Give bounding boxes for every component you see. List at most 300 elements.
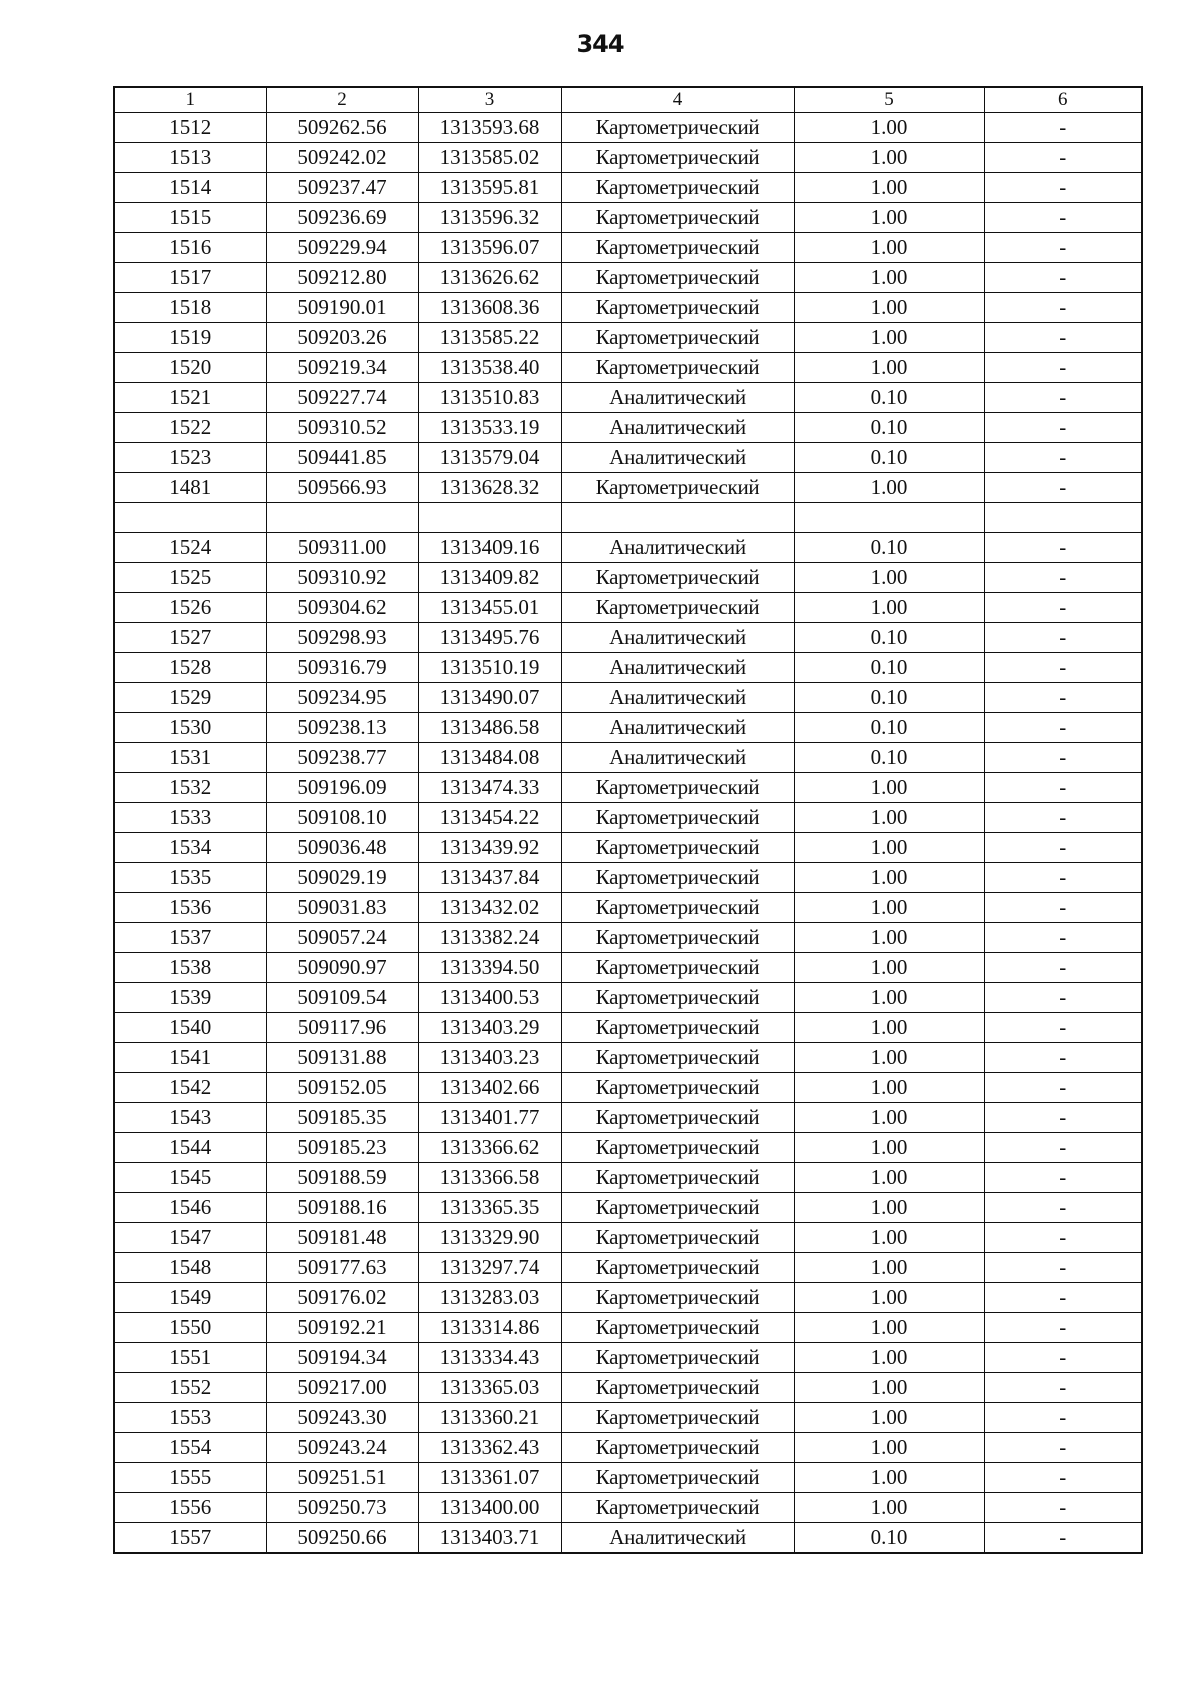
description-cell: - bbox=[984, 1523, 1142, 1554]
y-coordinate-cell: 1313403.23 bbox=[418, 1043, 561, 1073]
method-cell: Картометрический bbox=[561, 773, 794, 803]
y-coordinate-cell: 1313484.08 bbox=[418, 743, 561, 773]
table-row bbox=[114, 203, 1142, 233]
accuracy-cell: 1.00 bbox=[794, 1223, 984, 1253]
method-cell: Картометрический bbox=[561, 1343, 794, 1373]
description-cell: - bbox=[984, 443, 1142, 473]
description-cell: - bbox=[984, 833, 1142, 863]
column-header-6: 6 bbox=[984, 87, 1142, 113]
method-cell: Аналитический bbox=[561, 623, 794, 653]
x-coordinate-cell: 509229.94 bbox=[266, 233, 418, 263]
point-number-cell: 1517 bbox=[114, 263, 266, 293]
x-coordinate-cell: 509109.54 bbox=[266, 983, 418, 1013]
accuracy-cell: 1.00 bbox=[794, 1493, 984, 1523]
x-coordinate-cell: 509108.10 bbox=[266, 803, 418, 833]
point-number-cell: 1549 bbox=[114, 1283, 266, 1313]
column-header-4: 4 bbox=[561, 87, 794, 113]
description-cell: - bbox=[984, 1343, 1142, 1373]
description-cell: - bbox=[984, 1163, 1142, 1193]
method-cell: Картометрический bbox=[561, 143, 794, 173]
method-cell bbox=[561, 503, 794, 533]
table-row bbox=[114, 143, 1142, 173]
x-coordinate-cell: 509192.21 bbox=[266, 1313, 418, 1343]
method-cell: Картометрический bbox=[561, 953, 794, 983]
table-row bbox=[114, 1433, 1142, 1463]
x-coordinate-cell: 509238.77 bbox=[266, 743, 418, 773]
description-cell: - bbox=[984, 383, 1142, 413]
y-coordinate-cell: 1313474.33 bbox=[418, 773, 561, 803]
method-cell: Аналитический bbox=[561, 413, 794, 443]
accuracy-cell: 1.00 bbox=[794, 203, 984, 233]
accuracy-cell: 1.00 bbox=[794, 323, 984, 353]
x-coordinate-cell: 509304.62 bbox=[266, 593, 418, 623]
description-cell: - bbox=[984, 1313, 1142, 1343]
method-cell: Картометрический bbox=[561, 1373, 794, 1403]
table-row bbox=[114, 293, 1142, 323]
accuracy-cell: 1.00 bbox=[794, 233, 984, 263]
table-row bbox=[114, 1403, 1142, 1433]
description-cell: - bbox=[984, 353, 1142, 383]
y-coordinate-cell: 1313382.24 bbox=[418, 923, 561, 953]
point-number-cell: 1513 bbox=[114, 143, 266, 173]
description-cell: - bbox=[984, 863, 1142, 893]
description-cell: - bbox=[984, 533, 1142, 563]
accuracy-cell: 1.00 bbox=[794, 293, 984, 323]
y-coordinate-cell: 1313394.50 bbox=[418, 953, 561, 983]
x-coordinate-cell: 509176.02 bbox=[266, 1283, 418, 1313]
method-cell: Аналитический bbox=[561, 743, 794, 773]
point-number-cell: 1555 bbox=[114, 1463, 266, 1493]
description-cell: - bbox=[984, 1133, 1142, 1163]
point-number-cell bbox=[114, 503, 266, 533]
y-coordinate-cell: 1313432.02 bbox=[418, 893, 561, 923]
y-coordinate-cell: 1313628.32 bbox=[418, 473, 561, 503]
table-row bbox=[114, 1253, 1142, 1283]
accuracy-cell: 1.00 bbox=[794, 1283, 984, 1313]
accuracy-cell: 0.10 bbox=[794, 1523, 984, 1554]
table-row bbox=[114, 893, 1142, 923]
x-coordinate-cell: 509219.34 bbox=[266, 353, 418, 383]
y-coordinate-cell: 1313314.86 bbox=[418, 1313, 561, 1343]
description-cell: - bbox=[984, 653, 1142, 683]
point-number-cell: 1552 bbox=[114, 1373, 266, 1403]
y-coordinate-cell: 1313596.07 bbox=[418, 233, 561, 263]
table-row bbox=[114, 1313, 1142, 1343]
y-coordinate-cell: 1313510.83 bbox=[418, 383, 561, 413]
accuracy-cell: 1.00 bbox=[794, 593, 984, 623]
method-cell: Картометрический bbox=[561, 1223, 794, 1253]
table-row bbox=[114, 233, 1142, 263]
table-row bbox=[114, 113, 1142, 143]
method-cell: Картометрический bbox=[561, 1073, 794, 1103]
y-coordinate-cell: 1313400.00 bbox=[418, 1493, 561, 1523]
description-cell: - bbox=[984, 593, 1142, 623]
y-coordinate-cell: 1313329.90 bbox=[418, 1223, 561, 1253]
x-coordinate-cell: 509057.24 bbox=[266, 923, 418, 953]
method-cell: Картометрический bbox=[561, 113, 794, 143]
method-cell: Аналитический bbox=[561, 653, 794, 683]
accuracy-cell: 1.00 bbox=[794, 1403, 984, 1433]
accuracy-cell: 1.00 bbox=[794, 173, 984, 203]
point-number-cell: 1539 bbox=[114, 983, 266, 1013]
description-cell bbox=[984, 503, 1142, 533]
point-number-cell: 1518 bbox=[114, 293, 266, 323]
y-coordinate-cell: 1313455.01 bbox=[418, 593, 561, 623]
accuracy-cell: 1.00 bbox=[794, 1313, 984, 1343]
description-cell: - bbox=[984, 1253, 1142, 1283]
y-coordinate-cell: 1313361.07 bbox=[418, 1463, 561, 1493]
y-coordinate-cell: 1313454.22 bbox=[418, 803, 561, 833]
accuracy-cell: 1.00 bbox=[794, 1343, 984, 1373]
y-coordinate-cell: 1313409.16 bbox=[418, 533, 561, 563]
description-cell: - bbox=[984, 923, 1142, 953]
y-coordinate-cell: 1313365.03 bbox=[418, 1373, 561, 1403]
table-body bbox=[114, 113, 1142, 1554]
method-cell: Аналитический bbox=[561, 533, 794, 563]
x-coordinate-cell: 509090.97 bbox=[266, 953, 418, 983]
description-cell: - bbox=[984, 1043, 1142, 1073]
table-row bbox=[114, 833, 1142, 863]
description-cell: - bbox=[984, 893, 1142, 923]
table-header-row bbox=[114, 87, 1142, 113]
y-coordinate-cell: 1313334.43 bbox=[418, 1343, 561, 1373]
x-coordinate-cell: 509243.24 bbox=[266, 1433, 418, 1463]
point-number-cell: 1543 bbox=[114, 1103, 266, 1133]
point-number-cell: 1525 bbox=[114, 563, 266, 593]
point-number-cell: 1515 bbox=[114, 203, 266, 233]
table-row bbox=[114, 1013, 1142, 1043]
method-cell: Картометрический bbox=[561, 1313, 794, 1343]
description-cell: - bbox=[984, 203, 1142, 233]
accuracy-cell: 1.00 bbox=[794, 1163, 984, 1193]
x-coordinate-cell: 509250.66 bbox=[266, 1523, 418, 1554]
x-coordinate-cell: 509243.30 bbox=[266, 1403, 418, 1433]
description-cell: - bbox=[984, 413, 1142, 443]
page-number: 344 bbox=[576, 30, 624, 58]
x-coordinate-cell: 509566.93 bbox=[266, 473, 418, 503]
table-row bbox=[114, 1193, 1142, 1223]
method-cell: Картометрический bbox=[561, 1103, 794, 1133]
method-cell: Картометрический bbox=[561, 323, 794, 353]
point-number-cell: 1551 bbox=[114, 1343, 266, 1373]
accuracy-cell: 1.00 bbox=[794, 773, 984, 803]
method-cell: Картометрический bbox=[561, 1253, 794, 1283]
accuracy-cell: 1.00 bbox=[794, 1253, 984, 1283]
accuracy-cell bbox=[794, 503, 984, 533]
method-cell: Картометрический bbox=[561, 593, 794, 623]
accuracy-cell: 1.00 bbox=[794, 1463, 984, 1493]
accuracy-cell: 0.10 bbox=[794, 383, 984, 413]
x-coordinate-cell: 509203.26 bbox=[266, 323, 418, 353]
table-row bbox=[114, 563, 1142, 593]
table-row bbox=[114, 623, 1142, 653]
accuracy-cell: 1.00 bbox=[794, 473, 984, 503]
description-cell: - bbox=[984, 1193, 1142, 1223]
description-cell: - bbox=[984, 683, 1142, 713]
table-row bbox=[114, 713, 1142, 743]
y-coordinate-cell: 1313585.02 bbox=[418, 143, 561, 173]
description-cell: - bbox=[984, 713, 1142, 743]
description-cell: - bbox=[984, 563, 1142, 593]
table-row bbox=[114, 1373, 1142, 1403]
accuracy-cell: 1.00 bbox=[794, 1013, 984, 1043]
table-row bbox=[114, 1523, 1142, 1554]
point-number-cell: 1542 bbox=[114, 1073, 266, 1103]
table-row bbox=[114, 323, 1142, 353]
y-coordinate-cell: 1313495.76 bbox=[418, 623, 561, 653]
method-cell: Картометрический bbox=[561, 203, 794, 233]
method-cell: Аналитический bbox=[561, 713, 794, 743]
method-cell: Аналитический bbox=[561, 443, 794, 473]
x-coordinate-cell: 509029.19 bbox=[266, 863, 418, 893]
table-row bbox=[114, 1343, 1142, 1373]
method-cell: Аналитический bbox=[561, 683, 794, 713]
table-row bbox=[114, 863, 1142, 893]
accuracy-cell: 1.00 bbox=[794, 353, 984, 383]
y-coordinate-cell: 1313400.53 bbox=[418, 983, 561, 1013]
point-number-cell: 1519 bbox=[114, 323, 266, 353]
point-number-cell: 1545 bbox=[114, 1163, 266, 1193]
method-cell: Картометрический bbox=[561, 1043, 794, 1073]
x-coordinate-cell: 509236.69 bbox=[266, 203, 418, 233]
y-coordinate-cell: 1313626.62 bbox=[418, 263, 561, 293]
method-cell: Картометрический bbox=[561, 353, 794, 383]
table-row bbox=[114, 1103, 1142, 1133]
method-cell: Картометрический bbox=[561, 893, 794, 923]
table-row bbox=[114, 533, 1142, 563]
method-cell: Картометрический bbox=[561, 473, 794, 503]
y-coordinate-cell: 1313486.58 bbox=[418, 713, 561, 743]
y-coordinate-cell: 1313403.29 bbox=[418, 1013, 561, 1043]
x-coordinate-cell: 509188.16 bbox=[266, 1193, 418, 1223]
table-row bbox=[114, 1223, 1142, 1253]
y-coordinate-cell: 1313402.66 bbox=[418, 1073, 561, 1103]
x-coordinate-cell: 509185.23 bbox=[266, 1133, 418, 1163]
accuracy-cell: 1.00 bbox=[794, 1193, 984, 1223]
method-cell: Картометрический bbox=[561, 1163, 794, 1193]
table-row bbox=[114, 803, 1142, 833]
table-row bbox=[114, 953, 1142, 983]
method-cell: Картометрический bbox=[561, 863, 794, 893]
table-row bbox=[114, 1163, 1142, 1193]
description-cell: - bbox=[984, 113, 1142, 143]
x-coordinate-cell: 509237.47 bbox=[266, 173, 418, 203]
method-cell: Аналитический bbox=[561, 383, 794, 413]
y-coordinate-cell: 1313533.19 bbox=[418, 413, 561, 443]
accuracy-cell: 1.00 bbox=[794, 263, 984, 293]
x-coordinate-cell: 509196.09 bbox=[266, 773, 418, 803]
accuracy-cell: 0.10 bbox=[794, 743, 984, 773]
method-cell: Картометрический bbox=[561, 833, 794, 863]
accuracy-cell: 0.10 bbox=[794, 533, 984, 563]
accuracy-cell: 1.00 bbox=[794, 1133, 984, 1163]
method-cell: Картометрический bbox=[561, 1013, 794, 1043]
description-cell: - bbox=[984, 1433, 1142, 1463]
point-number-cell: 1512 bbox=[114, 113, 266, 143]
description-cell: - bbox=[984, 1013, 1142, 1043]
accuracy-cell: 1.00 bbox=[794, 983, 984, 1013]
table-row bbox=[114, 353, 1142, 383]
accuracy-cell: 0.10 bbox=[794, 443, 984, 473]
accuracy-cell: 0.10 bbox=[794, 653, 984, 683]
point-number-cell: 1536 bbox=[114, 893, 266, 923]
point-number-cell: 1548 bbox=[114, 1253, 266, 1283]
table-row bbox=[114, 1073, 1142, 1103]
column-header-3: 3 bbox=[418, 87, 561, 113]
description-cell: - bbox=[984, 1463, 1142, 1493]
method-cell: Картометрический bbox=[561, 263, 794, 293]
table-row bbox=[114, 773, 1142, 803]
x-coordinate-cell: 509188.59 bbox=[266, 1163, 418, 1193]
accuracy-cell: 1.00 bbox=[794, 953, 984, 983]
description-cell: - bbox=[984, 1103, 1142, 1133]
description-cell: - bbox=[984, 293, 1142, 323]
table-row bbox=[114, 443, 1142, 473]
method-cell: Аналитический bbox=[561, 1523, 794, 1554]
accuracy-cell: 1.00 bbox=[794, 113, 984, 143]
y-coordinate-cell: 1313366.62 bbox=[418, 1133, 561, 1163]
point-number-cell: 1557 bbox=[114, 1523, 266, 1554]
method-cell: Картометрический bbox=[561, 1193, 794, 1223]
point-number-cell: 1531 bbox=[114, 743, 266, 773]
y-coordinate-cell: 1313409.82 bbox=[418, 563, 561, 593]
x-coordinate-cell: 509212.80 bbox=[266, 263, 418, 293]
x-coordinate-cell bbox=[266, 503, 418, 533]
accuracy-cell: 1.00 bbox=[794, 1433, 984, 1463]
description-cell: - bbox=[984, 953, 1142, 983]
table-row bbox=[114, 1133, 1142, 1163]
table-row bbox=[114, 1493, 1142, 1523]
table-row bbox=[114, 263, 1142, 293]
accuracy-cell: 1.00 bbox=[794, 1103, 984, 1133]
accuracy-cell: 0.10 bbox=[794, 413, 984, 443]
y-coordinate-cell: 1313439.92 bbox=[418, 833, 561, 863]
method-cell: Картометрический bbox=[561, 1133, 794, 1163]
point-number-cell: 1544 bbox=[114, 1133, 266, 1163]
x-coordinate-cell: 509238.13 bbox=[266, 713, 418, 743]
description-cell: - bbox=[984, 1373, 1142, 1403]
x-coordinate-cell: 509131.88 bbox=[266, 1043, 418, 1073]
point-number-cell: 1547 bbox=[114, 1223, 266, 1253]
accuracy-cell: 1.00 bbox=[794, 1043, 984, 1073]
y-coordinate-cell: 1313401.77 bbox=[418, 1103, 561, 1133]
description-cell: - bbox=[984, 473, 1142, 503]
method-cell: Картометрический bbox=[561, 1493, 794, 1523]
method-cell: Картометрический bbox=[561, 1403, 794, 1433]
y-coordinate-cell: 1313510.19 bbox=[418, 653, 561, 683]
table-row bbox=[114, 983, 1142, 1013]
x-coordinate-cell: 509227.74 bbox=[266, 383, 418, 413]
point-number-cell: 1523 bbox=[114, 443, 266, 473]
table-row bbox=[114, 413, 1142, 443]
y-coordinate-cell: 1313608.36 bbox=[418, 293, 561, 323]
y-coordinate-cell: 1313362.43 bbox=[418, 1433, 561, 1463]
table-row bbox=[114, 383, 1142, 413]
point-number-cell: 1540 bbox=[114, 1013, 266, 1043]
description-cell: - bbox=[984, 803, 1142, 833]
x-coordinate-cell: 509441.85 bbox=[266, 443, 418, 473]
y-coordinate-cell: 1313297.74 bbox=[418, 1253, 561, 1283]
table-row bbox=[114, 683, 1142, 713]
accuracy-cell: 1.00 bbox=[794, 143, 984, 173]
accuracy-cell: 1.00 bbox=[794, 1073, 984, 1103]
x-coordinate-cell: 509298.93 bbox=[266, 623, 418, 653]
accuracy-cell: 0.10 bbox=[794, 683, 984, 713]
x-coordinate-cell: 509234.95 bbox=[266, 683, 418, 713]
x-coordinate-cell: 509310.52 bbox=[266, 413, 418, 443]
column-header-2: 2 bbox=[266, 87, 418, 113]
description-cell: - bbox=[984, 233, 1142, 263]
point-number-cell: 1533 bbox=[114, 803, 266, 833]
accuracy-cell: 0.10 bbox=[794, 713, 984, 743]
point-number-cell: 1541 bbox=[114, 1043, 266, 1073]
method-cell: Картометрический bbox=[561, 803, 794, 833]
x-coordinate-cell: 509316.79 bbox=[266, 653, 418, 683]
point-number-cell: 1537 bbox=[114, 923, 266, 953]
x-coordinate-cell: 509152.05 bbox=[266, 1073, 418, 1103]
method-cell: Картометрический bbox=[561, 983, 794, 1013]
point-number-cell: 1527 bbox=[114, 623, 266, 653]
method-cell: Картометрический bbox=[561, 563, 794, 593]
method-cell: Картометрический bbox=[561, 923, 794, 953]
description-cell: - bbox=[984, 323, 1142, 353]
description-cell: - bbox=[984, 143, 1142, 173]
point-number-cell: 1481 bbox=[114, 473, 266, 503]
point-number-cell: 1514 bbox=[114, 173, 266, 203]
point-number-cell: 1520 bbox=[114, 353, 266, 383]
description-cell: - bbox=[984, 1283, 1142, 1313]
table-row bbox=[114, 743, 1142, 773]
point-number-cell: 1528 bbox=[114, 653, 266, 683]
y-coordinate-cell: 1313360.21 bbox=[418, 1403, 561, 1433]
description-cell: - bbox=[984, 773, 1142, 803]
description-cell: - bbox=[984, 263, 1142, 293]
method-cell: Картометрический bbox=[561, 233, 794, 263]
point-number-cell: 1534 bbox=[114, 833, 266, 863]
y-coordinate-cell: 1313579.04 bbox=[418, 443, 561, 473]
x-coordinate-cell: 509250.73 bbox=[266, 1493, 418, 1523]
x-coordinate-cell: 509194.34 bbox=[266, 1343, 418, 1373]
x-coordinate-cell: 509242.02 bbox=[266, 143, 418, 173]
table-row bbox=[114, 1043, 1142, 1073]
point-number-cell: 1532 bbox=[114, 773, 266, 803]
x-coordinate-cell: 509177.63 bbox=[266, 1253, 418, 1283]
table-row bbox=[114, 503, 1142, 533]
y-coordinate-cell: 1313490.07 bbox=[418, 683, 561, 713]
point-number-cell: 1530 bbox=[114, 713, 266, 743]
table-row bbox=[114, 173, 1142, 203]
x-coordinate-cell: 509181.48 bbox=[266, 1223, 418, 1253]
point-number-cell: 1553 bbox=[114, 1403, 266, 1433]
x-coordinate-cell: 509217.00 bbox=[266, 1373, 418, 1403]
y-coordinate-cell: 1313403.71 bbox=[418, 1523, 561, 1554]
method-cell: Картометрический bbox=[561, 1283, 794, 1313]
y-coordinate-cell: 1313366.58 bbox=[418, 1163, 561, 1193]
x-coordinate-cell: 509036.48 bbox=[266, 833, 418, 863]
x-coordinate-cell: 509310.92 bbox=[266, 563, 418, 593]
y-coordinate-cell: 1313595.81 bbox=[418, 173, 561, 203]
accuracy-cell: 1.00 bbox=[794, 803, 984, 833]
y-coordinate-cell: 1313593.68 bbox=[418, 113, 561, 143]
method-cell: Картометрический bbox=[561, 1463, 794, 1493]
description-cell: - bbox=[984, 173, 1142, 203]
point-number-cell: 1546 bbox=[114, 1193, 266, 1223]
point-number-cell: 1526 bbox=[114, 593, 266, 623]
description-cell: - bbox=[984, 743, 1142, 773]
point-number-cell: 1535 bbox=[114, 863, 266, 893]
point-number-cell: 1550 bbox=[114, 1313, 266, 1343]
table-row bbox=[114, 923, 1142, 953]
